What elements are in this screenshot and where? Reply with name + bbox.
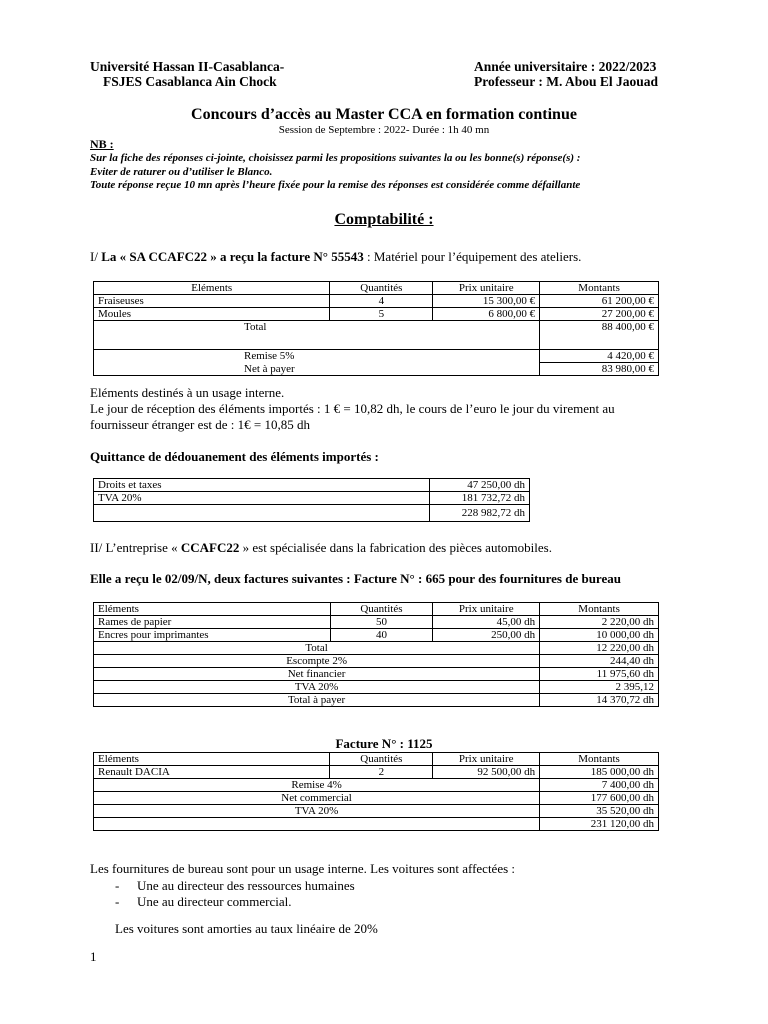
summary-row (94, 792, 659, 805)
table-cell: 45,00 dh (433, 616, 540, 629)
table-cell: Rames de papier (94, 616, 331, 629)
column-header: Quantités (330, 753, 433, 766)
part2-intro (90, 540, 552, 556)
invoice-665-table (93, 602, 659, 707)
table-cell: 27 200,00 € (540, 308, 659, 321)
table-cell: 228 982,72 dh (430, 505, 530, 522)
column-header: Montants (540, 603, 659, 616)
invoice-1125-table (93, 752, 659, 831)
table-cell: 47 250,00 dh (430, 479, 530, 492)
summary-value: 12 220,00 dh (540, 642, 659, 655)
nb-label: NB : (90, 137, 114, 151)
summary-row (94, 694, 659, 707)
table-cell: 4 (330, 295, 433, 308)
table-cell: 15 300,00 € (433, 295, 540, 308)
summary-label: Net financier (94, 668, 540, 681)
table-header-row (94, 282, 659, 295)
table-row (94, 492, 530, 505)
summary-value: 2 395,12 (540, 681, 659, 694)
note-line: fournisseur étranger est de : 1€ = 10,85 dh (90, 417, 310, 432)
part1-notes (90, 385, 690, 433)
summary-value: 7 400,00 dh (540, 779, 659, 792)
usage-line: Les fournitures de bureau sont pour un usage interne. Les voitures sont affectées : (90, 861, 516, 876)
column-header: Eléments (94, 753, 330, 766)
part2-company: CCAFC22 (180, 540, 240, 555)
summary-label: Total à payer (94, 694, 540, 707)
column-header: Quantités (330, 603, 433, 616)
table-row (94, 295, 659, 308)
table-cell: 50 (330, 616, 433, 629)
column-header: Eléments (94, 282, 330, 295)
part2-description: » est spécialisée dans la fabrication des pièces automobiles. (239, 540, 552, 555)
faculty-name: FSJES Casablanca Ain Chock (103, 74, 277, 89)
summary-row (94, 655, 659, 668)
total-value: 88 400,00 € (540, 321, 659, 350)
table-header-row (94, 753, 659, 766)
assignment-list (115, 878, 355, 910)
column-header: Montants (540, 282, 659, 295)
table-row (94, 766, 659, 779)
summary-row (94, 805, 659, 818)
summary-value: 11 975,60 dh (540, 668, 659, 681)
summary-value: 14 370,72 dh (540, 694, 659, 707)
page-title: Concours d’accès au Master CCA en formation continue (191, 106, 577, 123)
table-cell: Droits et taxes (94, 479, 430, 492)
list-item: - Une au directeur commercial. (115, 894, 355, 910)
table-header-row (94, 603, 659, 616)
section-title: Comptabilité : (334, 211, 434, 228)
part1-invoice-ref: La « SA CCAFC22 » a reçu la facture N° 55543 (101, 249, 364, 264)
summary-value: 35 520,00 dh (540, 805, 659, 818)
summary-row (94, 681, 659, 694)
table-cell: 2 220,00 dh (540, 616, 659, 629)
table-cell: Fraiseuses (94, 295, 330, 308)
summary-value: 231 120,00 dh (540, 818, 659, 831)
net-label: Net à payer (94, 363, 540, 376)
nb-notes (90, 152, 690, 193)
invoice-55543-table (93, 281, 659, 376)
nb-line: Sur la fiche des réponses ci-jointe, choisissez parmi les propositions suivantes la ou les bonne(s) réponse(s) : (90, 152, 581, 164)
column-header: Prix unitaire (433, 753, 540, 766)
academic-year: Année universitaire : 2022/2023 (474, 59, 657, 74)
table-row (94, 479, 530, 492)
university-name: Université Hassan II-Casablanca- (90, 59, 285, 74)
summary-label: TVA 20% (94, 805, 540, 818)
nb-line: Eviter de raturer ou d’utiliser le Blanco. (90, 165, 273, 178)
table-cell: 185 000,00 dh (540, 766, 659, 779)
summary-label: Remise 4% (94, 779, 540, 792)
table-row (94, 505, 530, 522)
column-header: Prix unitaire (433, 282, 540, 295)
professor-name: Professeur : M. Abou El Jaouad (474, 74, 659, 89)
invoices-line: Elle a reçu le 02/09/N, deux factures suivantes : Facture N° : 665 pour des fournitures de bureau (90, 571, 621, 586)
table-cell: 181 732,72 dh (430, 492, 530, 505)
total-row (94, 321, 659, 350)
table-cell: Encres pour imprimantes (94, 629, 331, 642)
table-cell: Renault DACIA (94, 766, 330, 779)
total-label: Total (94, 321, 540, 350)
table-cell: 61 200,00 € (540, 295, 659, 308)
table-cell: 6 800,00 € (433, 308, 540, 321)
table-cell: 5 (330, 308, 433, 321)
table-cell: Moules (94, 308, 330, 321)
list-item: - Une au directeur des ressources humaines (115, 878, 355, 894)
summary-label: Escompte 2% (94, 655, 540, 668)
part1-prefix: I/ (90, 249, 102, 264)
column-header: Montants (540, 753, 659, 766)
table-cell: 2 (330, 766, 433, 779)
nb-line: Toute réponse reçue 10 mn après l’heure fixée pour la remise des réponses est considérée comme défaillante (90, 179, 581, 191)
table-row (94, 308, 659, 321)
table-cell (94, 505, 430, 522)
session-info: Session de Septembre : 2022- Durée : 1h 40 mn (278, 124, 490, 136)
summary-row (94, 642, 659, 655)
summary-value: 177 600,00 dh (540, 792, 659, 805)
column-header: Quantités (330, 282, 433, 295)
table-cell: 250,00 dh (433, 629, 540, 642)
summary-value: 244,40 dh (540, 655, 659, 668)
remise-row (94, 350, 659, 363)
part1-intro (90, 249, 581, 265)
table-row (94, 616, 659, 629)
quittance-title: Quittance de dédouanement des éléments importés : (90, 449, 379, 464)
table-cell: TVA 20% (94, 492, 430, 505)
note-line: Le jour de réception des éléments importés : 1 € = 10,82 dh, le cours de l’euro le jour du virement au (90, 401, 615, 416)
column-header: Eléments (94, 603, 331, 616)
invoice-1125-title: Facture N° : 1125 (335, 736, 433, 751)
part2-prefix: II/ L’entreprise « (90, 540, 181, 555)
table-cell: 40 (330, 629, 433, 642)
remise-label: Remise 5% (94, 350, 540, 363)
net-value: 83 980,00 € (540, 363, 659, 376)
table-row (94, 629, 659, 642)
part1-description: : Matériel pour l’équipement des ateliers. (363, 249, 582, 264)
note-line: Eléments destinés à un usage interne. (90, 385, 285, 400)
summary-label: TVA 20% (94, 681, 540, 694)
remise-value: 4 420,00 € (540, 350, 659, 363)
amortization-note: Les voitures sont amorties au taux linéaire de 20% (115, 921, 378, 936)
summary-row (94, 668, 659, 681)
table-cell: 92 500,00 dh (433, 766, 540, 779)
page-number: 1 (90, 949, 97, 964)
summary-label (94, 818, 540, 831)
summary-row (94, 779, 659, 792)
net-row (94, 363, 659, 376)
column-header: Prix unitaire (433, 603, 540, 616)
summary-label: Total (94, 642, 540, 655)
quittance-table (93, 478, 530, 522)
summary-row (94, 818, 659, 831)
table-cell: 10 000,00 dh (540, 629, 659, 642)
summary-label: Net commercial (94, 792, 540, 805)
